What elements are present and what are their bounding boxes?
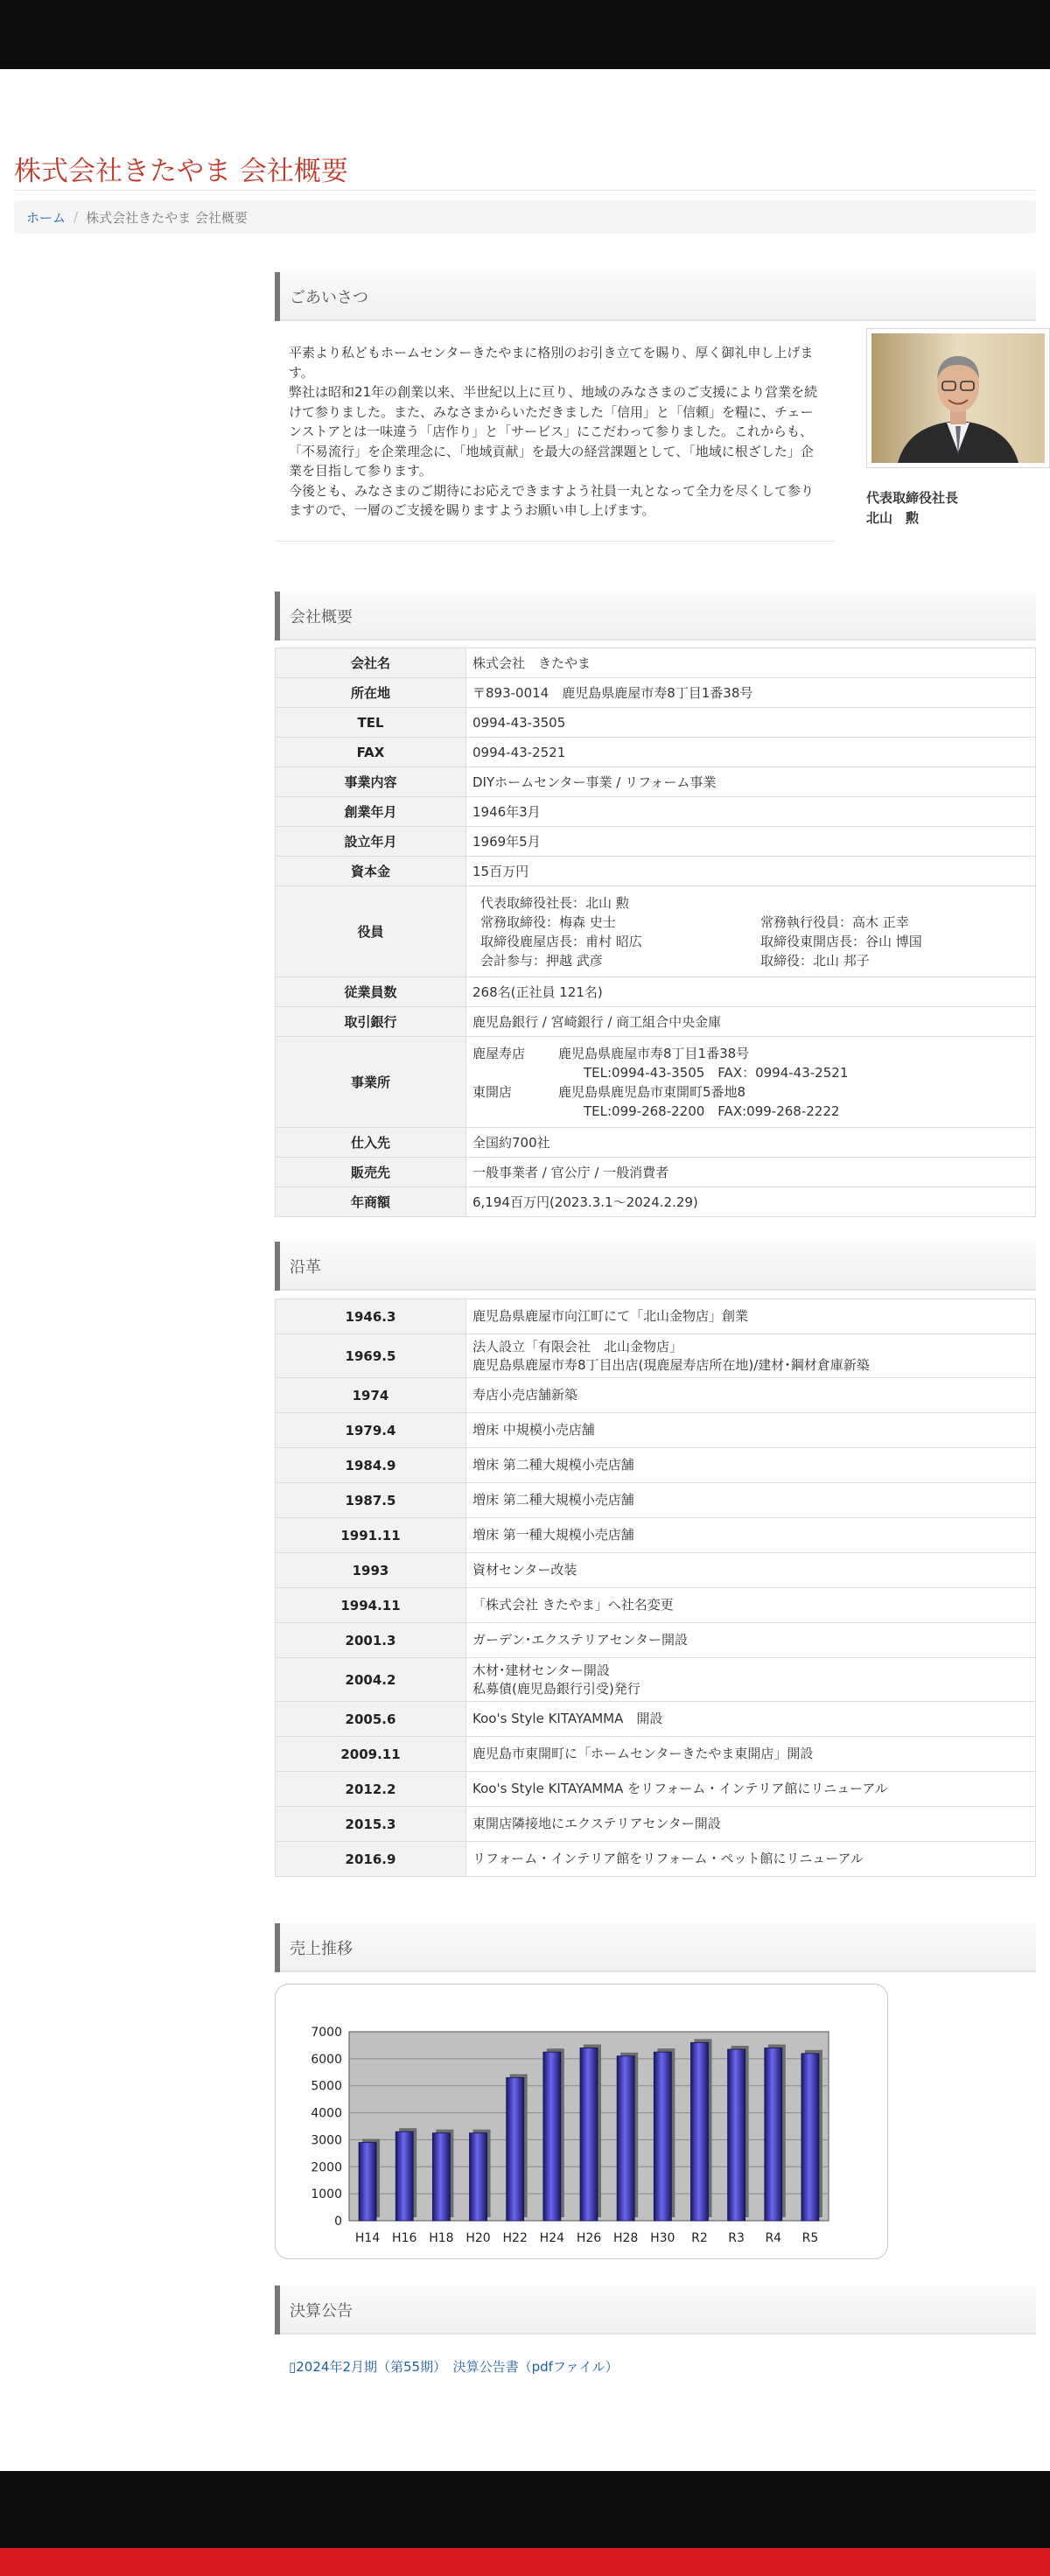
table-row	[276, 1553, 1036, 1588]
chart-bar	[359, 2143, 376, 2221]
chart-bar	[432, 2133, 450, 2221]
chart-y-tick-label: 0	[334, 2215, 342, 2229]
chart-bar	[765, 2048, 782, 2221]
chart-bar	[617, 2056, 634, 2221]
history-year: 1987.5	[276, 1483, 466, 1518]
row-value: 0994-43-2521	[466, 738, 1036, 767]
row-value: 15百万円	[466, 857, 1036, 886]
chart-x-tick-label: H26	[576, 2231, 602, 2245]
history-year: 2015.3	[276, 1807, 466, 1842]
history-table	[275, 1298, 1036, 1877]
table-row	[276, 1413, 1036, 1448]
row-label: 設立年月	[276, 827, 466, 857]
history-event	[466, 1518, 1036, 1553]
table-row-offices	[276, 1037, 1036, 1128]
greeting-divider	[275, 541, 835, 542]
chart-bar	[802, 2054, 819, 2221]
history-event-line: 「株式会社 きたやま」へ社名変更	[472, 1597, 674, 1613]
table-row-officers	[276, 886, 1036, 977]
chart-y-tick-label: 4000	[311, 2106, 342, 2121]
table-row	[276, 708, 1036, 738]
history-event-line: 私募債(鹿児島銀行引受)発行	[472, 1680, 640, 1697]
table-row	[276, 1483, 1036, 1518]
office-entry	[472, 1044, 1029, 1082]
officer: 代表取締役社長：北山 勲	[480, 894, 629, 911]
chart-y-tick-label: 1000	[311, 2188, 342, 2202]
history-year: 2009.11	[276, 1737, 466, 1772]
row-label: 仕入先	[276, 1128, 466, 1158]
row-label: 創業年月	[276, 797, 466, 827]
sales-chart	[275, 1984, 888, 2259]
history-year: 1991.11	[276, 1518, 466, 1553]
greeting-paragraph: 弊社は昭和21年の創業以来、半世紀以上に亘り、地域のみなさまのご支援により営業を続けて参りました。また、みなさまからいただきました「信用」と「信頼」を糧に、チェーンストアとは一味違う「店作り」と「サービス」にこだわって参りました。これからも、「不易流行」を企業理念に、「地域貢献」を最大の経営課題として、「地域に根ざした」企業を目指して参ります。	[289, 384, 818, 479]
chart-x-tick-label: R4	[765, 2231, 782, 2245]
row-label: 取引銀行	[276, 1007, 466, 1037]
chart-y-tick-label: 6000	[311, 2052, 342, 2067]
chart-x-tick-label: H20	[466, 2231, 491, 2245]
history-event-line: 鹿児島市東開町に「ホームセンターきたやま東開店」開設	[472, 1746, 814, 1761]
chart-x-tick-label: H16	[392, 2231, 417, 2245]
history-event	[466, 1378, 1036, 1413]
offices-cell	[466, 1037, 1036, 1128]
chart-bar	[396, 2132, 413, 2221]
greeting-text	[289, 343, 824, 521]
row-value: 1946年3月	[466, 797, 1036, 827]
section-heading-sales: 売上推移	[275, 1923, 1036, 1972]
table-row	[276, 767, 1036, 797]
table-row	[276, 1158, 1036, 1187]
table-row	[276, 1658, 1036, 1702]
history-event	[466, 1623, 1036, 1658]
chart-x-tick-label: H14	[354, 2231, 381, 2245]
financial-report-pdf-link[interactable]	[289, 2357, 619, 2376]
history-event-line: ガーデン･エクステリアセンター開設	[472, 1632, 689, 1648]
row-value: 全国約700社	[466, 1128, 1036, 1158]
row-value: 6,194百万円(2023.3.1～2024.2.29)	[466, 1187, 1036, 1217]
table-row	[276, 857, 1036, 886]
history-event-line: 東開店隣接地にエクステリアセンター開設	[472, 1816, 721, 1831]
row-label: 事業内容	[276, 767, 466, 797]
history-year: 1969.5	[276, 1334, 466, 1378]
history-year: 2016.9	[276, 1842, 466, 1877]
row-label: TEL	[276, 708, 466, 738]
chart-x-tick-label: H18	[429, 2231, 454, 2245]
chart-bar	[470, 2133, 487, 2221]
row-label: 販売先	[276, 1158, 466, 1187]
table-row	[276, 738, 1036, 767]
chart-bar	[690, 2042, 708, 2221]
table-row	[276, 1448, 1036, 1483]
section-heading-financial: 決算公告	[275, 2286, 1036, 2334]
chart-y-tick-label: 5000	[311, 2079, 342, 2094]
table-row	[276, 827, 1036, 857]
chart-y-tick-label: 2000	[311, 2160, 342, 2175]
history-year: 1993	[276, 1553, 466, 1588]
table-row	[276, 1518, 1036, 1553]
history-year: 2005.6	[276, 1702, 466, 1737]
ceo-title: 代表取締役社長	[866, 490, 959, 506]
greeting-paragraph: 平素より私どもホームセンターきたやまに格別のお引き立てを賜り、厚く御礼申し上げます。	[289, 345, 814, 381]
breadcrumb-separator: /	[74, 209, 79, 225]
row-label: 役員	[276, 886, 466, 977]
row-label: 資本金	[276, 857, 466, 886]
chart-x-tick-label: H30	[650, 2231, 676, 2245]
page-title: 株式会社きたやま 会社概要	[14, 156, 348, 187]
row-label: 会社名	[276, 648, 466, 678]
row-value: DIYホームセンター事業 / リフォーム事業	[466, 767, 1036, 797]
history-event-line: Koo's Style KITAYAMMA をリフォーム・インテリア館にリニューアル	[472, 1781, 888, 1796]
row-label: 事業所	[276, 1037, 466, 1128]
table-row	[276, 1702, 1036, 1737]
history-event-line: 増床 中規模小売店舗	[472, 1422, 595, 1438]
table-row	[276, 1128, 1036, 1158]
row-value: 268名(正社員 121名)	[466, 977, 1036, 1007]
section-heading-history: 沿革	[275, 1242, 1036, 1291]
officers-cell	[466, 886, 1036, 977]
table-row	[276, 977, 1036, 1007]
history-event	[466, 1658, 1036, 1702]
history-year: 2012.2	[276, 1772, 466, 1807]
history-event-line: 増床 第一種大規模小売店舗	[472, 1527, 634, 1543]
history-event-line: 増床 第二種大規模小売店舗	[472, 1457, 634, 1473]
officer: 常務執行役員：高木 正幸	[760, 914, 909, 930]
history-event-line: 資材センター改装	[472, 1562, 578, 1578]
office-address: 鹿児島県鹿児島市東開町5番地8	[558, 1083, 746, 1100]
officer: 常務取締役：梅森 史士	[480, 914, 616, 930]
breadcrumb-current: 株式会社きたやま 会社概要	[86, 209, 248, 226]
row-value: 0994-43-3505	[466, 708, 1036, 738]
row-value: 〒893-0014 鹿児島県鹿屋市寿8丁目1番38号	[466, 678, 1036, 708]
ceo-portrait	[866, 328, 1050, 468]
footer-bar	[0, 2471, 1050, 2548]
section-heading-greeting: ごあいさつ	[275, 272, 1036, 321]
company-overview-table	[275, 648, 1036, 1217]
row-value: 鹿児島銀行 / 宮崎銀行 / 商工組合中央金庫	[466, 1007, 1036, 1037]
chart-x-tick-label: H24	[539, 2231, 565, 2245]
sales-bar-chart	[276, 1984, 889, 2260]
table-row	[276, 1737, 1036, 1772]
history-event	[466, 1483, 1036, 1518]
chart-bar	[580, 2048, 598, 2221]
history-event-line: 増床 第二種大規模小売店舗	[472, 1492, 634, 1508]
table-row	[276, 1807, 1036, 1842]
row-label: 所在地	[276, 678, 466, 708]
chart-y-tick-label: 7000	[311, 2026, 342, 2040]
history-event	[466, 1737, 1036, 1772]
table-row	[276, 797, 1036, 827]
history-event-line: 鹿児島県鹿屋市向江町にて「北山金物店」創業	[472, 1308, 749, 1324]
history-year: 2001.3	[276, 1623, 466, 1658]
history-year: 1946.3	[276, 1299, 466, 1334]
row-label: FAX	[276, 738, 466, 767]
office-name: 東開店	[472, 1083, 513, 1100]
table-row	[276, 1299, 1036, 1334]
ceo-name: 北山 勲	[866, 510, 920, 526]
row-label: 従業員数	[276, 977, 466, 1007]
section-heading-overview: 会社概要	[275, 592, 1036, 640]
table-row	[276, 678, 1036, 708]
ceo-photo-image	[872, 333, 1045, 463]
table-row	[276, 1842, 1036, 1877]
history-event	[466, 1807, 1036, 1842]
chart-y-tick-label: 3000	[311, 2133, 342, 2148]
chart-x-tick-label: H28	[612, 2231, 639, 2245]
history-event	[466, 1334, 1036, 1378]
history-event	[466, 1842, 1036, 1877]
history-year: 1974	[276, 1378, 466, 1413]
chart-x-tick-label: H22	[502, 2231, 528, 2245]
chart-x-tick-label: R2	[691, 2231, 708, 2245]
breadcrumb-home-link[interactable]: ホーム	[26, 209, 66, 226]
history-event	[466, 1553, 1036, 1588]
history-event-line: リフォーム・インテリア館をリフォーム・ペット館にリニューアル	[472, 1851, 864, 1866]
table-row	[276, 1378, 1036, 1413]
history-event	[466, 1772, 1036, 1807]
table-row	[276, 1588, 1036, 1623]
row-value: 1969年5月	[466, 827, 1036, 857]
history-event-line: 寿店小売店舗新築	[472, 1387, 578, 1403]
officer: 取締役鹿屋店長：甫村 昭広	[480, 933, 642, 949]
title-divider	[14, 190, 1036, 191]
history-event	[466, 1299, 1036, 1334]
history-event-line: Koo's Style KITAYAMMA 開設	[472, 1711, 663, 1726]
pdf-link-icon: ▯	[289, 2359, 297, 2375]
chart-x-tick-label: R5	[802, 2231, 819, 2245]
history-event	[466, 1702, 1036, 1737]
table-row	[276, 1334, 1036, 1378]
history-event	[466, 1588, 1036, 1623]
office-contact: TEL:099-268-2200 FAX:099-268-2222	[584, 1102, 840, 1119]
officer: 取締役：北山 邦子	[760, 952, 870, 969]
history-year: 1994.11	[276, 1588, 466, 1623]
table-row	[276, 1623, 1036, 1658]
row-value: 株式会社 きたやま	[466, 648, 1036, 678]
breadcrumb	[14, 200, 1036, 234]
office-name: 鹿屋寿店	[472, 1045, 526, 1061]
chart-bar	[654, 2052, 671, 2221]
chart-bar	[543, 2052, 561, 2221]
chart-bar	[507, 2077, 524, 2221]
chart-bar	[728, 2049, 746, 2221]
history-event-line: 木材･建材センター開設	[472, 1662, 610, 1678]
chart-x-tick-label: R3	[728, 2231, 745, 2245]
history-year: 1979.4	[276, 1413, 466, 1448]
table-row	[276, 1007, 1036, 1037]
history-event-line: 鹿児島県鹿屋市寿8丁目出店(現鹿屋寿店所在地)/建材･鋼材倉庫新築	[472, 1356, 870, 1373]
history-event-line: 法人設立「有限会社 北山金物店」	[472, 1338, 683, 1354]
office-entry	[472, 1082, 1029, 1121]
table-row	[276, 648, 1036, 678]
table-row	[276, 1772, 1036, 1807]
footer-accent-bar	[0, 2548, 1050, 2576]
top-header-bar	[0, 0, 1050, 69]
office-contact: TEL:0994-43-3505 FAX：0994-43-2521	[584, 1064, 849, 1081]
history-event	[466, 1413, 1036, 1448]
officer: 会計参与：押越 武彦	[480, 952, 603, 969]
table-row	[276, 1187, 1036, 1217]
history-year: 1984.9	[276, 1448, 466, 1483]
officer	[760, 893, 953, 913]
row-label: 年商額	[276, 1187, 466, 1217]
row-value: 一般事業者 / 官公庁 / 一般消費者	[466, 1158, 1036, 1187]
greeting-paragraph: 今後とも、みなさまのご期待にお応えできますよう社員一丸となって全力を尽くして参りますので、一層のご支援を賜りますようお願い申し上げます。	[289, 482, 815, 518]
financial-report-link-text: 2024年2月期（第55期） 決算公告書（pdfファイル）	[296, 2359, 619, 2375]
office-address: 鹿児島県鹿屋市寿8丁目1番38号	[558, 1045, 750, 1061]
history-year: 2004.2	[276, 1658, 466, 1702]
officer: 取締役東開店長：谷山 博国	[760, 933, 922, 949]
history-event	[466, 1448, 1036, 1483]
